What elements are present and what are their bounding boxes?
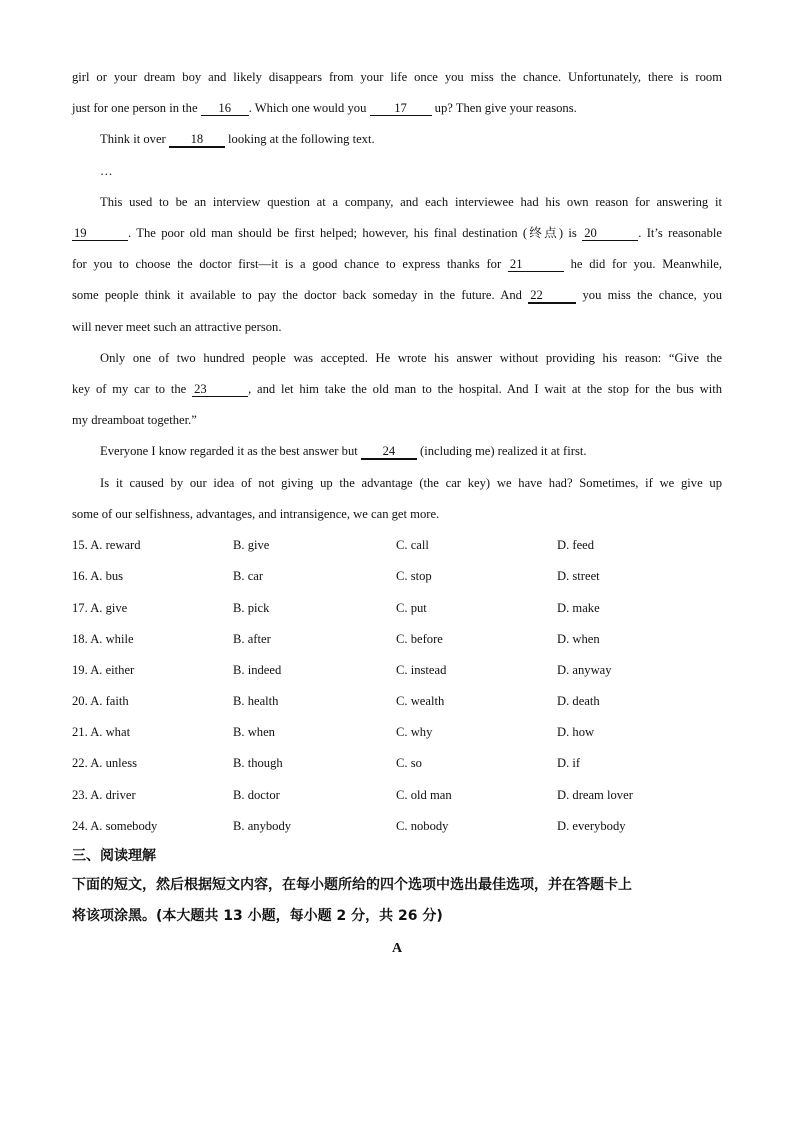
passage-line: Only one of two hundred people was accepted. He wrote his answer without providing his reason: “Give the: [100, 350, 722, 365]
section-title: 三、阅读理解: [72, 847, 156, 864]
option-c: C. instead: [396, 662, 447, 677]
blank-19: 19: [72, 226, 128, 241]
option-a: 16. A. bus: [72, 569, 124, 584]
option-d: D. death: [557, 694, 600, 709]
option-a: 22. A. unless: [72, 756, 138, 771]
passage-line: just for one person in the 16 . Which one would you 17 up? Then give your reasons.: [72, 101, 577, 116]
blank-22: 22: [528, 288, 576, 304]
option-c: C. why: [396, 725, 433, 740]
option-c: C. call: [396, 538, 429, 553]
option-b: B. give: [233, 538, 270, 553]
option-c: C. wealth: [396, 694, 445, 709]
passage-line: some people think it available to pay the doctor back someday in the future. And 22 you miss the chance, you: [72, 288, 723, 303]
passage-line: will never meet such an attractive person.: [72, 319, 282, 334]
passage-label: A: [391, 940, 403, 956]
option-b: B. health: [233, 694, 279, 709]
option-d: D. how: [557, 725, 595, 740]
option-d: D. if: [557, 756, 581, 771]
option-c: C. put: [396, 600, 427, 615]
option-a: 18. A. while: [72, 631, 134, 646]
passage-line: Everyone I know regarded it as the best answer but 24 (including me) realized it at first.: [100, 444, 587, 459]
option-row: [72, 592, 722, 623]
option-row: [72, 686, 722, 717]
option-row: [72, 748, 722, 779]
option-a: 21. A. what: [72, 725, 131, 740]
blank-23: 23: [192, 382, 248, 397]
option-b: B. car: [233, 569, 264, 584]
ellipsis: …: [100, 163, 113, 178]
option-d: D. make: [557, 600, 600, 615]
option-row: [72, 655, 722, 686]
option-row: [72, 530, 722, 561]
option-b: B. anybody: [233, 818, 292, 833]
option-row: [72, 624, 722, 655]
option-c: C. before: [396, 631, 443, 646]
option-b: B. pick: [233, 600, 270, 615]
passage-line: Think it over 18 looking at the following text.: [100, 132, 375, 147]
option-d: D. everybody: [557, 818, 626, 833]
option-d: D. when: [557, 631, 600, 646]
option-d: D. anyway: [557, 662, 612, 677]
option-c: C. old man: [396, 787, 452, 802]
blank-20: 20: [582, 226, 638, 241]
option-d: D. feed: [557, 538, 595, 553]
section-instruction: 下面的短文，然后根据短文内容，在每小题所给的四个选项中选出最佳选项，并在答题卡上: [72, 876, 632, 893]
blank-16: 16: [201, 101, 249, 116]
passage-line: girl or your dream boy and likely disappears from your life once you miss the chance. Unfortunately, there is room: [72, 70, 722, 84]
option-row: [72, 717, 722, 748]
options-table: [72, 530, 722, 842]
option-a: 15. A. reward: [72, 538, 141, 553]
option-b: B. doctor: [233, 787, 280, 802]
passage-line: my dreamboat together.”: [72, 413, 197, 428]
page: [72, 62, 722, 966]
option-c: C. stop: [396, 569, 432, 584]
passage-line: some of our selfishness, advantages, and intransigence, we can get more.: [72, 506, 440, 521]
option-b: B. after: [233, 631, 271, 646]
option-c: C. so: [396, 756, 422, 771]
option-b: B. though: [233, 756, 283, 771]
option-b: B. indeed: [233, 662, 282, 677]
blank-18: 18: [169, 132, 225, 148]
option-a: 17. A. give: [72, 600, 128, 615]
option-a: 24. A. somebody: [72, 818, 158, 833]
option-c: C. nobody: [396, 818, 449, 833]
blank-24: 24: [361, 444, 417, 460]
option-a: 23. A. driver: [72, 787, 136, 802]
passage-line: key of my car to the 23 , and let him take the old man to the hospital. And I wait at the stop for the bus with: [72, 382, 722, 397]
option-b: B. when: [233, 725, 275, 740]
passage-line: for you to choose the doctor first—it is a good chance to express thanks for 21 he did for you. Meanwhile,: [72, 257, 723, 272]
blank-21: 21: [508, 257, 564, 272]
option-a: 20. A. faith: [72, 694, 129, 709]
section-instruction: 将该项涂黑。(本大题共 13 小题，每小题 2 分，共 26 分): [72, 907, 443, 924]
passage-line: This used to be an interview question at a company, and each interviewee had his own reason for answering it: [100, 194, 722, 209]
option-row: [72, 811, 722, 842]
passage-line: Is it caused by our idea of not giving up the advantage (the car key) we have had? Sometimes, if we give up: [100, 475, 722, 490]
option-a: 19. A. either: [72, 662, 135, 677]
option-d: D. dream lover: [557, 787, 633, 802]
passage-line: 19 . The poor old man should be first helped; however, his final destination (终点) is 20 . It’s reasonable: [74, 226, 722, 241]
cloze-passage: [72, 62, 722, 530]
option-row: [72, 561, 722, 592]
option-d: D. street: [557, 569, 600, 584]
blank-17: 17: [370, 101, 432, 116]
option-row: [72, 780, 722, 811]
